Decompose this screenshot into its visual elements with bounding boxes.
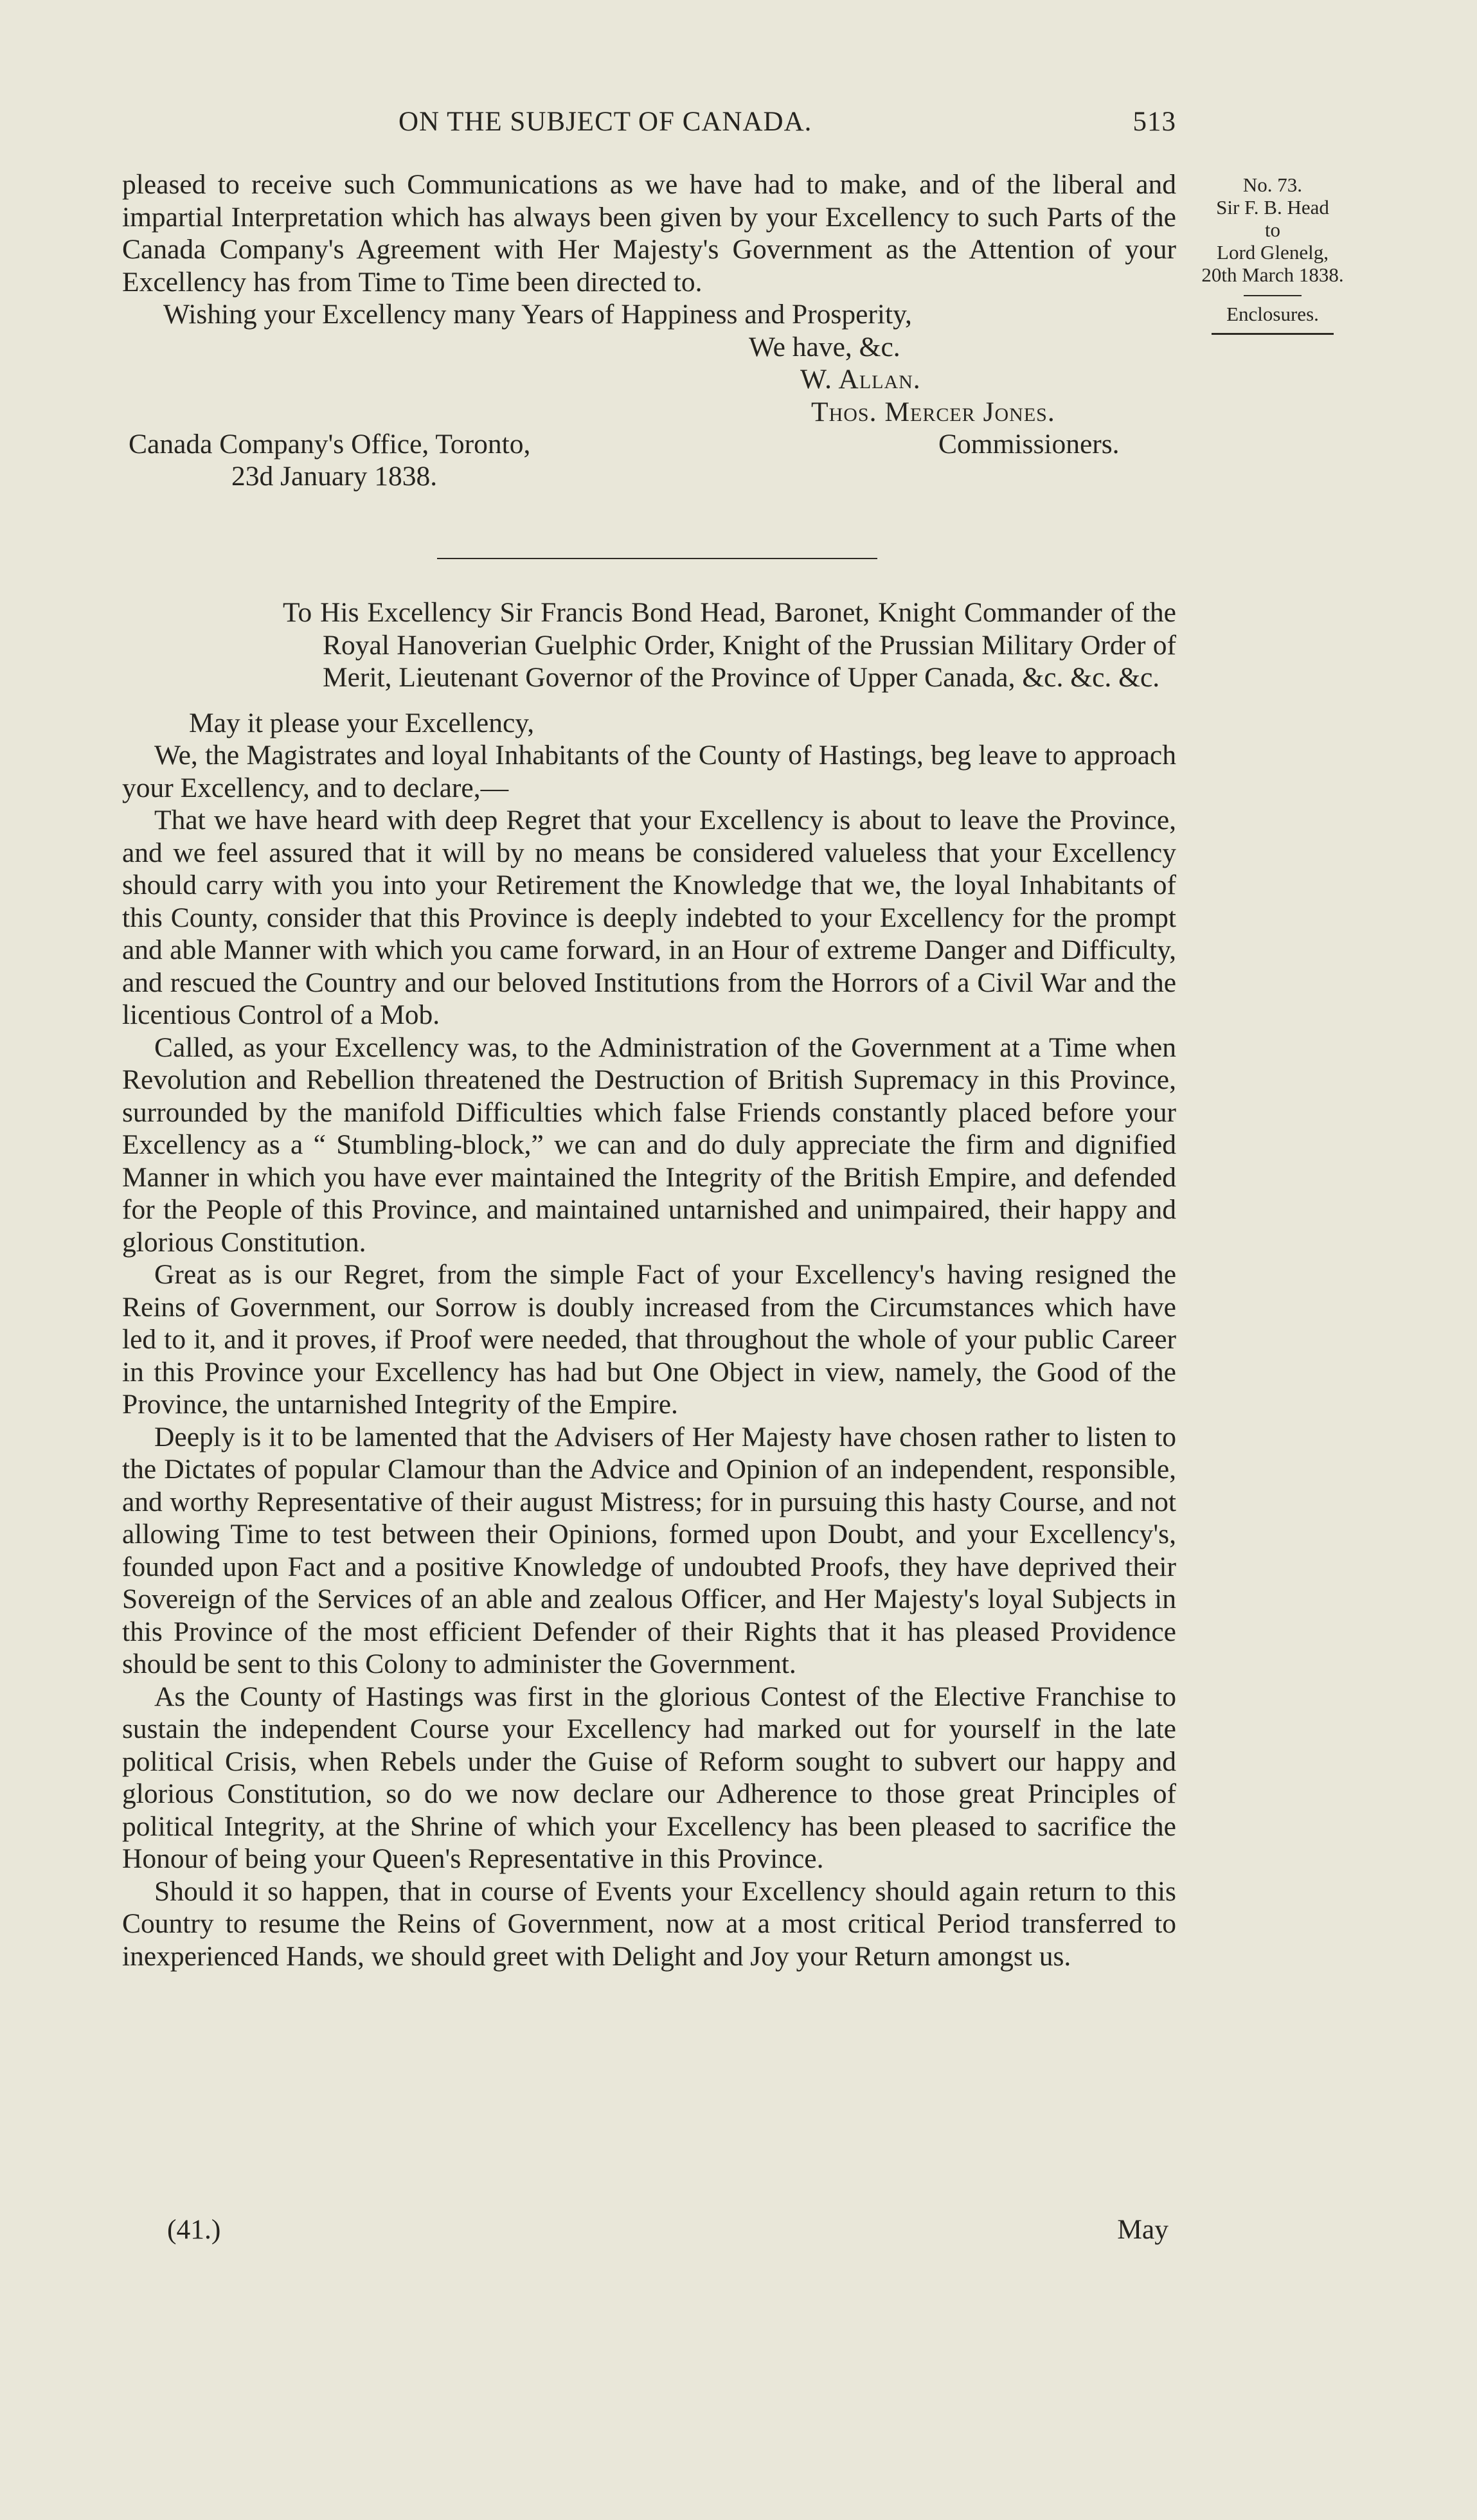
margin-note-recipient: Lord Glenelg,: [1217, 241, 1329, 264]
section-divider: [437, 558, 877, 559]
page-number: 513: [1132, 107, 1176, 137]
office-location: Canada Company's Office, Toronto,: [129, 428, 531, 460]
signer-jones: Thos. Mercer Jones.: [811, 396, 1055, 427]
margin-note-enclosures: Enclosures.: [1226, 303, 1319, 325]
margin-note-divider: [1244, 295, 1302, 296]
margin-note-to: to: [1264, 219, 1281, 241]
address-hastings: [122, 596, 1176, 1972]
paragraph: As the County of Hastings was first in the glorious Contest of the Elective Franchise to sustain the independent Course your Excellency had marked out for yourself in the late political Crisis, when Rebels under the Guise of Reform sought to subvert our happy and glorious Constitution, so do we now declare our Adherence to those great Principles of political Integrity, at the Shrine of which your Excellency has been pleased to sacrifice the Honour of being your Queen's Representative in this Province.: [122, 1681, 1176, 1874]
paragraph: Should it so happen, that in course of Events your Excellency should again return to this Country to resume the Reins of Government, now at a most critical Period transferred to inexperienced Hands, we should greet with Delight and Joy your Return amongst us.: [122, 1875, 1176, 1972]
letter-continuation: pleased to receive such Communications as we have had to make, and of the liberal and impartial Interpretation which has always been given by your Excellency to such Parts of the Canada Company's Agreement with Her Majesty's Government as the Attention of your Excellency has from Time to Time been directed to.: [122, 169, 1176, 298]
commissioners-label: Commissioners.: [938, 428, 1120, 460]
letter-date: 23d January 1838.: [231, 460, 438, 492]
paragraph: Called, as your Excellency was, to the Administration of the Government at a Time when Revolution and Rebellion threatened the Destruction of British Supremacy in this Province, surrounded by the manifold Difficulties which false Friends constantly placed before your Excellency as a “ Stumbling-block,” we can and do duly appreciate the firm and dignified Manner in which you have ever maintained the Integrity of the British Empire, and defended for the People of this Province, and maintained untarnished and unimpaired, their happy and glorious Constitution.: [122, 1032, 1176, 1258]
letter-end: [122, 168, 1176, 492]
running-title: ON THE SUBJECT OF CANADA.: [398, 107, 812, 137]
margin-note-rule: [1212, 333, 1334, 335]
salutation: May it please your Excellency,: [189, 707, 535, 738]
signature-mark: (41.): [167, 2214, 221, 2245]
paragraph: Great as is our Regret, from the simple Fact of your Excellency's having resigned the Reins of Government, our Sorrow is doubly increased from the Circumstances which have led to it, and it proves, if Proof were needed, that throughout the whole of your public Career in this Province your Excellency has had but One Object in view, namely, the Good of the Province, the untarnished Integrity of the Empire.: [122, 1259, 1176, 1420]
signer-allan: W. Allan.: [800, 363, 921, 395]
paragraph: Deeply is it to be lamented that the Advisers of Her Majesty have chosen rather to listen to the Dictates of popular Clamour than the Advice and Opinion of an independent, responsible, and worthy Representative of their august Mistress; for in pursuing this hasty Course, and not allowing Time to test between their Opinions, formed upon Doubt, and your Excellency's, founded upon Fact and a positive Knowledge of undoubted Proofs, they have deprived their Sovereign of the Services of an able and zealous Officer, and Her Majesty's loyal Subjects in this Province of the most efficient Defender of their Rights that it has pleased Providence should be sent to this Colony to administer the Government.: [122, 1421, 1176, 1679]
letter-closing-wish: Wishing your Excellency many Years of Happiness and Prosperity,: [163, 299, 912, 330]
margin-note-number: No. 73.: [1242, 174, 1303, 196]
margin-note: [1189, 174, 1356, 335]
paragraph: That we have heard with deep Regret that your Excellency is about to leave the Province, and we feel assured that it will by no means be considered valueless that your Excellency should carry with you into your Retirement the Knowledge that we, the loyal Inhabitants of this County, consider that this Province is deeply indebted to your Excellency for the prompt and able Manner with which you came forward, in an Hour of extreme Danger and Difficulty, and rescued the Country and our beloved Institutions from the Horrors of a Civil War and the licentious Control of a Mob.: [122, 805, 1176, 1030]
margin-note-date: 20th March 1838.: [1201, 264, 1344, 286]
catchword: May: [1117, 2214, 1168, 2245]
closing-we-have: We have, &c.: [749, 331, 900, 362]
paragraph: We, the Magistrates and loyal Inhabitants of the County of Hastings, beg leave to approach your Excellency, and to declare,—: [122, 740, 1176, 803]
address-recipient: To His Excellency Sir Francis Bond Head, Baronet, Knight Commander of the Royal Hanoverian Guelphic Order, Knight of the Prussian Military Order of Merit, Lieutenant Governor of the Province of Upper Canada, &c. &c. &c.: [283, 597, 1176, 693]
margin-note-from: Sir F. B. Head: [1216, 196, 1329, 219]
signature-block: [122, 331, 1176, 492]
